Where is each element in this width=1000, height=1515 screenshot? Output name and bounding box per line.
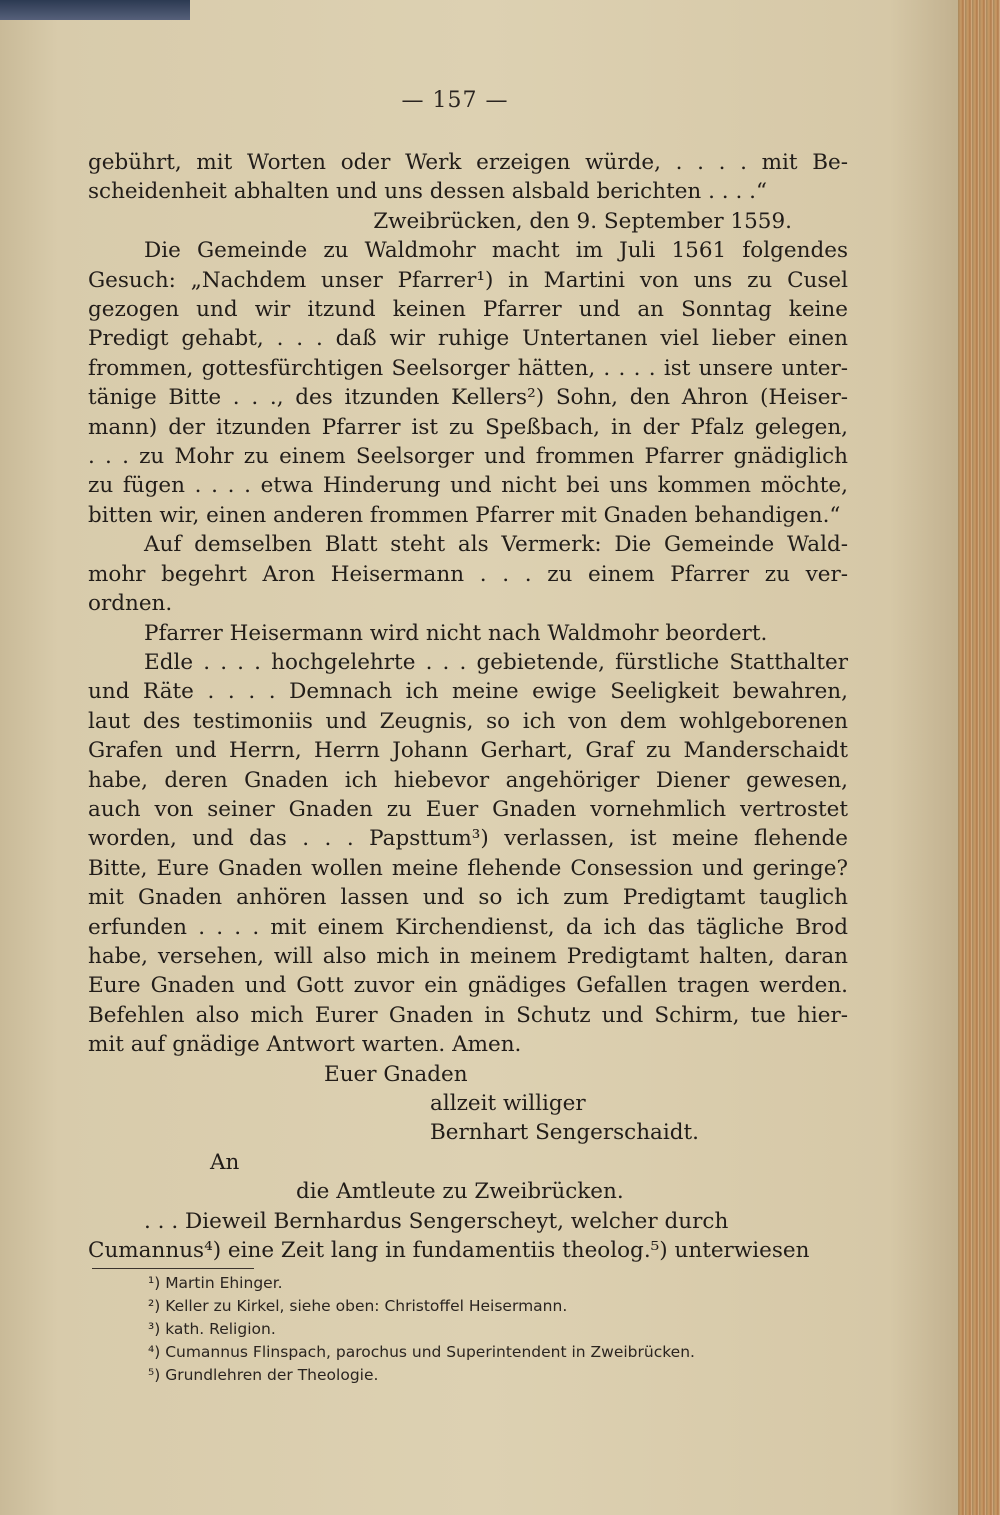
text-line: Bitte, Eure Gnaden wollen meine flehende Consession und geringe? xyxy=(88,855,848,881)
text-line: tänige Bitte . . ., des itzunden Kellers²) Sohn, den Ahron (Heiser- xyxy=(88,385,848,411)
text-line: auch von seiner Gnaden zu Euer Gnaden vornehmlich vertrostet xyxy=(88,796,848,822)
body-text xyxy=(88,148,848,1265)
tail-line-2: Cumannus⁴) eine Zeit lang in fundamentiis theolog.⁵) unterwiesen xyxy=(88,1238,810,1264)
text-line: Die Gemeinde zu Waldmohr macht im Juli 1561 folgendes xyxy=(144,238,848,264)
footnote-rule xyxy=(92,1268,254,1269)
text-line: Predigt gehabt, . . . daß wir ruhige Untertanen viel lieber einen xyxy=(88,326,848,352)
address-recipient: die Amtleute zu Zweibrücken. xyxy=(296,1179,624,1205)
signature-closing: allzeit williger xyxy=(430,1091,586,1116)
text-line: Grafen und Herrn, Herrn Johann Gerhart, Graf zu Manderschaidt xyxy=(88,738,848,764)
footnote-3: ³) kath. Religion. xyxy=(148,1320,276,1338)
text-line: bitten wir, einen anderen frommen Pfarrer mit Gnaden behandigen.“ xyxy=(88,502,841,528)
text-line: ordnen. xyxy=(88,591,173,617)
footnotes xyxy=(148,1272,848,1387)
text-line: Gesuch: „Nachdem unser Pfarrer¹) in Martini von uns zu Cusel xyxy=(88,267,848,293)
text-line: gezogen und wir itzund keinen Pfarrer und an Sonntag keine xyxy=(88,297,848,323)
text-line: habe, deren Gnaden ich hiebevor angehöriger Diener gewesen, xyxy=(88,767,848,793)
text-line: Zweibrücken, den 9. September 1559. xyxy=(373,208,792,234)
text-line: Befehlen also mich Eurer Gnaden in Schutz und Schirm, tue hier- xyxy=(88,1002,848,1028)
text-line: und Räte . . . . Demnach ich meine ewige Seeligkeit bewahren, xyxy=(88,679,848,705)
text-line: frommen, gottesfürchtigen Seelsorger hätten, . . . . ist unsere unter- xyxy=(88,355,848,381)
text-line: erfunden . . . . mit einem Kirchendienst, da ich das tägliche Brod xyxy=(88,914,848,940)
signature-name: Bernhart Sengerschaidt. xyxy=(430,1120,699,1146)
text-line: mit auf gnädige Antwort warten. Amen. xyxy=(88,1032,522,1058)
text-line: worden, und das . . . Papsttum³) verlassen, ist meine flehende xyxy=(88,826,848,852)
text-line: . . . zu Mohr zu einem Seelsorger und frommen Pfarrer gnädiglich xyxy=(88,444,848,470)
text-line: zu fügen . . . . etwa Hinderung und nicht bei uns kommen möchte, xyxy=(88,473,848,499)
text-line: habe, versehen, will also mich in meinem Predigtamt halten, daran xyxy=(88,943,848,969)
text-line: Pfarrer Heisermann wird nicht nach Waldmohr beordert. xyxy=(144,620,768,646)
text-line: mann) der itzunden Pfarrer ist zu Speßbach, in der Pfalz gelegen, xyxy=(88,414,848,440)
text-line: Edle . . . . hochgelehrte . . . gebietende, fürstliche Statthalter xyxy=(144,649,848,675)
footnote-1: ¹) Martin Ehinger. xyxy=(148,1274,283,1292)
text-line: gebührt, mit Worten oder Werk erzeigen würde, . . . . mit Be- xyxy=(88,150,848,175)
text-line: Auf demselben Blatt steht als Vermerk: Die Gemeinde Wald- xyxy=(144,532,848,558)
page-edges xyxy=(958,0,1000,1515)
page-number: — 157 — xyxy=(401,88,509,113)
signature-salutation: Euer Gnaden xyxy=(324,1061,468,1087)
footnote-4: ⁴) Cumannus Flinspach, parochus und Superintendent in Zweibrücken. xyxy=(148,1343,695,1361)
footnote-5: ⁵) Grundlehren der Theologie. xyxy=(148,1366,379,1384)
tail-line-1: . . . Dieweil Bernhardus Sengerscheyt, welcher durch xyxy=(144,1208,729,1234)
text-line: mohr begehrt Aron Heisermann . . . zu einem Pfarrer zu ver- xyxy=(88,561,848,587)
text-line: laut des testimoniis und Zeugnis, so ich von dem wohlgeborenen xyxy=(88,708,848,734)
address-to: An xyxy=(210,1149,240,1175)
text-line: mit Gnaden anhören lassen und so ich zum Predigtamt tauglich xyxy=(88,885,848,911)
footnote-2: ²) Keller zu Kirkel, siehe oben: Christoffel Heisermann. xyxy=(148,1297,568,1315)
main-lines xyxy=(88,148,848,1060)
binding-strip xyxy=(0,0,190,20)
text-line: scheidenheit abhalten und uns dessen alsbald berichten . . . .“ xyxy=(88,179,767,205)
text-line: Eure Gnaden und Gott zuvor ein gnädiges Gefallen tragen werden. xyxy=(88,973,848,999)
